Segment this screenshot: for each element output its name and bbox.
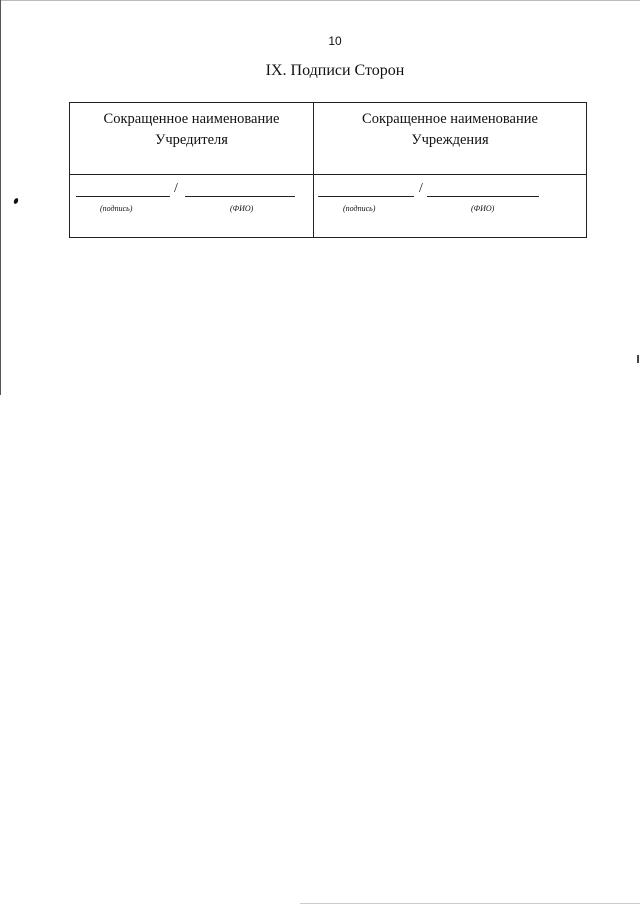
institution-heading-line2: Учреждения xyxy=(411,132,489,148)
institution-name-line xyxy=(427,196,539,197)
founder-signature-caption: (подпись) xyxy=(100,204,133,213)
institution-heading-cell xyxy=(314,109,586,169)
institution-signature-caption: (подпись) xyxy=(343,204,376,213)
scan-edge-bottom xyxy=(300,903,640,904)
founder-heading-cell xyxy=(70,109,313,169)
section-title: IX. Подписи Сторон xyxy=(265,62,405,79)
founder-separator: / xyxy=(174,181,178,196)
founder-signature-line xyxy=(76,196,170,197)
scan-mark-right xyxy=(637,355,639,363)
institution-name-caption: (ФИО) xyxy=(471,204,495,213)
signatures-table xyxy=(69,102,587,238)
institution-separator: / xyxy=(419,181,423,196)
scan-edge-left xyxy=(0,0,1,395)
page-number: 10 xyxy=(328,34,342,48)
founder-name-line xyxy=(185,196,295,197)
institution-signature-line xyxy=(318,196,414,197)
founder-name-caption: (ФИО) xyxy=(230,204,254,213)
table-row-divider xyxy=(70,174,586,175)
stray-ink-dot xyxy=(13,197,19,204)
scan-edge-top xyxy=(0,0,640,1)
founder-heading-line2: Учредителя xyxy=(155,132,228,148)
institution-heading-line1: Сокращенное наименование xyxy=(362,111,538,127)
founder-heading-line1: Сокращенное наименование xyxy=(103,111,280,127)
